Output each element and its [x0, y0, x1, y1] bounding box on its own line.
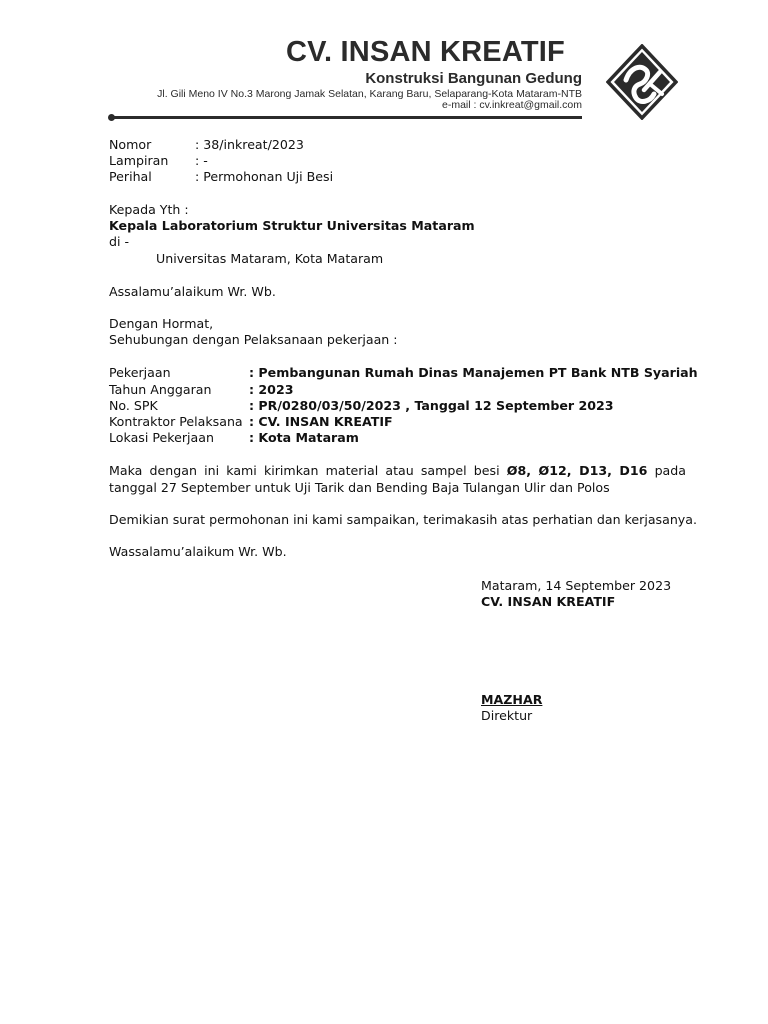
recipient-place: Universitas Mataram, Kota Mataram — [156, 251, 384, 266]
body-text: Maka dengan ini kami kirimkan material atau sampel besi — [109, 463, 507, 478]
company-address: Jl. Gili Meno IV No.3 Marong Jamak Selatan, Karang Baru, Selaparang-Kota Mataram-NTB — [157, 88, 582, 100]
perihal-label: Perihal — [109, 169, 152, 184]
company-email: e-mail : cv.inkreat@gmail.com — [442, 99, 582, 111]
detail-label: No. SPK — [109, 398, 158, 413]
nomor-value: : 38/inkreat/2023 — [195, 137, 304, 152]
letterhead-rule-dot — [108, 114, 115, 121]
company-logo-icon — [606, 44, 678, 120]
detail-value: : CV. INSAN KREATIF — [249, 414, 393, 429]
detail-label: Kontraktor Pelaksana — [109, 414, 243, 429]
body-paragraph-material — [109, 462, 686, 496]
dengan-hormat: Dengan Hormat, — [109, 316, 214, 331]
closing-salam: Wassalamu’alaikum Wr. Wb. — [109, 544, 287, 559]
recipient-di: di - — [109, 234, 130, 249]
intro-line: Sehubungan dengan Pelaksanaan pekerjaan : — [109, 332, 398, 347]
signature-company: CV. INSAN KREATIF — [481, 594, 616, 609]
place-date: Mataram, 14 September 2023 — [481, 578, 672, 593]
company-name: CV. INSAN KREATIF — [286, 36, 565, 68]
letterhead-rule — [112, 116, 582, 119]
body-text: pada tanggal 27 September untuk Uji Tarik dan Bending Baja Tulangan Ulir dan Polos — [109, 463, 686, 495]
body-paragraph-closing: Demikian surat permohonan ini kami sampaikan, terimakasih atas perhatian dan kerjasanya. — [109, 512, 697, 527]
company-subtitle: Konstruksi Bangunan Gedung — [365, 70, 582, 87]
perihal-value: : Permohonan Uji Besi — [195, 169, 334, 184]
detail-label: Lokasi Pekerjaan — [109, 430, 214, 445]
steel-sizes: Ø8, Ø12, D13, D16 — [506, 463, 648, 478]
detail-label: Tahun Anggaran — [109, 382, 212, 397]
recipient-name: Kepala Laboratorium Struktur Universitas Mataram — [109, 218, 475, 233]
opening-salam: Assalamu’alaikum Wr. Wb. — [109, 284, 276, 299]
detail-value: : Kota Mataram — [249, 430, 359, 445]
recipient-greeting: Kepada Yth : — [109, 202, 189, 217]
signatory-title: Direktur — [481, 708, 533, 723]
lampiran-label: Lampiran — [109, 153, 169, 168]
lampiran-value: : - — [195, 153, 208, 168]
detail-value: : Pembangunan Rumah Dinas Manajemen PT Bank NTB Syariah — [249, 365, 698, 380]
nomor-label: Nomor — [109, 137, 152, 152]
detail-value: : 2023 — [249, 382, 294, 397]
detail-value: : PR/0280/03/50/2023 , Tanggal 12 September 2023 — [249, 398, 614, 413]
signatory-name: MAZHAR — [481, 692, 543, 707]
detail-label: Pekerjaan — [109, 365, 171, 380]
